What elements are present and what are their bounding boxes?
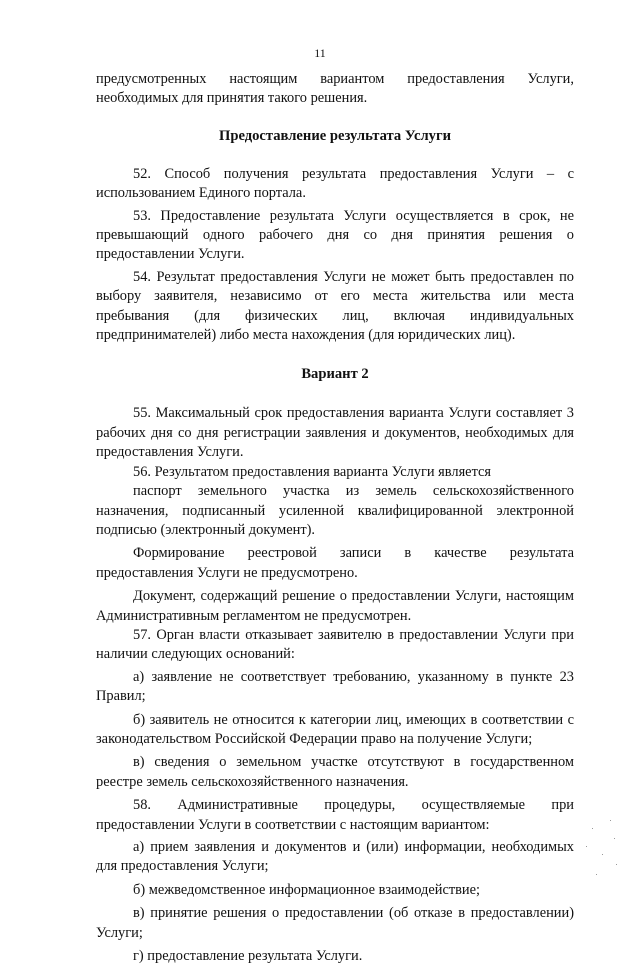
paragraph-58: 58. Административные процедуры, осуществляемые при предоставлении Услуги в соответствии с настоящим вариантом:: [96, 797, 574, 833]
page-number: 11: [314, 46, 326, 60]
paragraph-57-a: а) заявление не соответствует требованию, указанному в пункте 23 Правил;: [96, 668, 574, 705]
paragraph-56-document: Документ, содержащий решение о предоставлении Услуги, настоящим Административным регламентом не предусмотрен.: [96, 588, 574, 624]
paragraph-58-b: б) межведомственное информационное взаимодействие;: [133, 881, 481, 898]
paragraph-55: 55. Максимальный срок предоставления варианта Услуги составляет 3 рабочих дня со дня регистрации заявления и документов, необходимых для предоставления Услуги.: [96, 405, 574, 461]
paragraph-57-c: в) сведения о земельном участке отсутствуют в государственном реестре земель сельскохозяйственного назначения.: [96, 754, 574, 790]
paragraph-56: 56. Результатом предоставления варианта Услуги является: [133, 463, 492, 480]
paragraph-58-a: а) прием заявления и документов и (или) информации, необходимых для предоставления Услуги;: [96, 839, 574, 875]
paragraph-57-b: б) заявитель не относится к категории лиц, имеющих в соответствии с законодательством Российской Федерации право на получение Услуги;: [96, 711, 574, 747]
section-heading-variant: Вариант 2: [301, 366, 369, 383]
paragraph-58-c: в) принятие решения о предоставлении (об отказе в предоставлении) Услуги;: [96, 905, 574, 941]
paragraph-53: 53. Предоставление результата Услуги осуществляется в срок, не превышающий одного рабочего дня со дня принятия решения о предоставлении Услуги.: [96, 207, 574, 263]
document-body: [96, 70, 574, 966]
paragraph-58-d: г) предоставление результата Услуги.: [133, 948, 363, 965]
scan-noise: [580, 820, 620, 880]
paragraph-56-registry: Формирование реестровой записи в качестве результата предоставления Услуги не предусмотрено.: [96, 545, 574, 581]
paragraph-57: 57. Орган власти отказывает заявителю в предоставлении Услуги при наличии следующих оснований:: [96, 626, 574, 663]
paragraph-intro: предусмотренных настоящим вариантом предоставления Услуги, необходимых для принятия такого решения.: [96, 71, 574, 107]
paragraph-56-result: паспорт земельного участка из земель сельскохозяйственного назначения, подписанный усиленной квалифицированной электронной подписью (электронный документ).: [96, 483, 574, 538]
paragraph-54: 54. Результат предоставления Услуги не может быть предоставлен по выбору заявителя, независимо от его места жительства или места пребывания (для физических лиц, включая индивидуальных предпринимателей) либо места нахождения (для юридических лиц).: [96, 268, 574, 344]
paragraph-52: 52. Способ получения результата предоставления Услуги – с использованием Единого портала.: [96, 165, 574, 202]
section-heading-result: Предоставление результата Услуги: [219, 127, 451, 144]
